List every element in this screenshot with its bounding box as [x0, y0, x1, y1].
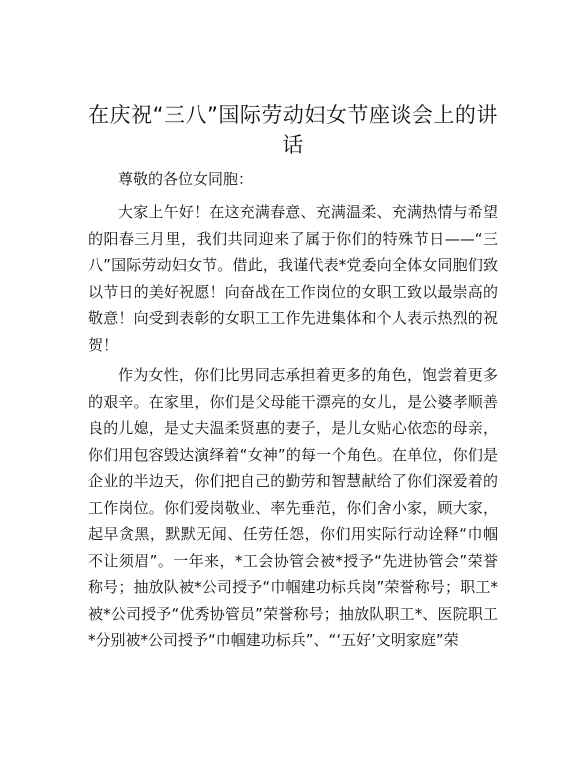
paragraph-roles: 作为女性，你们比男同志承担着更多的角色，饱尝着更多的艰辛。在家里，你们是父母能干漂亮的女儿，是公婆孝顺善良的儿媳，是丈夫温柔贤惠的妻子，是儿女贴心依恋的母亲，你们用包容毁达演绎着“女神”的每一个角色。在单位，你们是企业的半边天，你们把自己的勤劳和智慧献给了你们深爱着的工作岗位。你们爱岗敬业、率先垂范，你们舍小家，顾大家，起早贪黑，默默无闻、任劳任怨，你们用实际行动诠释“巾帼不让须眉”。一年来，*工会协管会被*授予“先进协管会”荣誉称号；抽放队被*公司授予“巾帼建功标兵岗”荣誉称号；职工*被*公司授予“优秀协管员”荣誉称号；抽放队职工*、医院职工*分别被*公司授予“巾帼建功标兵”、“‘五好’文明家庭”荣 — [88, 366, 498, 649]
paragraph-greeting: 大家上午好！在这充满春意、充满温柔、充满热情与希望的阳春三月里，我们共同迎来了属于你们的特殊节日——“三八”国际劳动妇女节。借此，我谨代表*党委向全体女同胞们致以节日的美好祝愿！向奋战在工作岗位的女职工致以最崇高的敬意！向受到表彰的女职工工作先进集体和个人表示热烈的祝贺！ — [88, 203, 498, 354]
salutation: 尊敬的各位女同胞： — [118, 170, 254, 188]
document-title: 在庆祝“三八”国际劳动妇女节座谈会上的讲话 — [88, 103, 498, 157]
